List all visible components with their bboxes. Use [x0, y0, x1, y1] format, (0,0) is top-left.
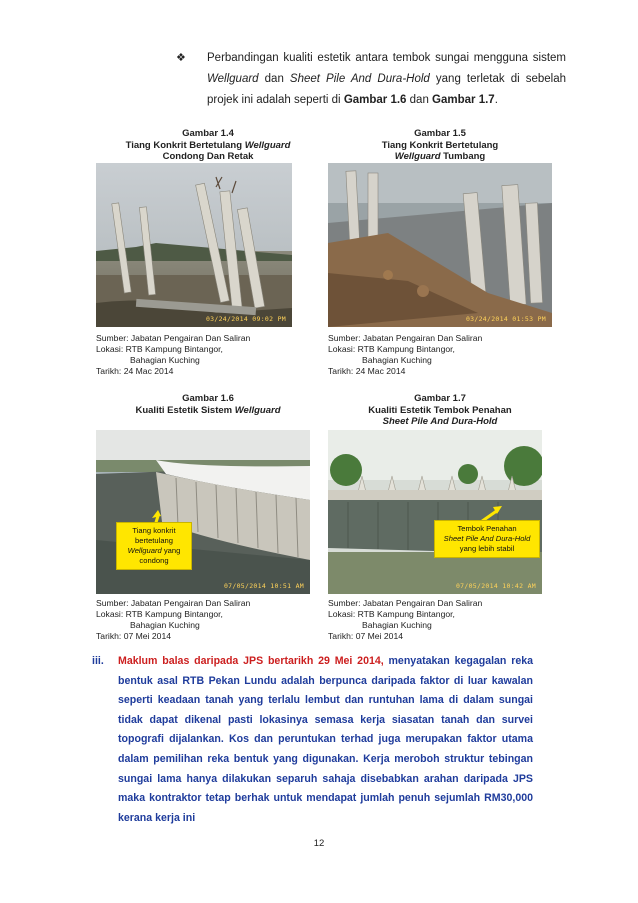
paragraph-blue-text: menyatakan kegagalan reka bentuk asal RTB Pekan Lundu adalah berpunca daripada faktor di luar kawalan seperti keadaan tanah yang terlalu lembut dan runtuhan lama di dalam sungai tidak dapat dikenal pasti lokasinya semasa kerja siasatan tanah dan survei topografi dijalankan. Kos dan peruntukan terhad juga merupakan faktor utama dalam pemilihan reka bentuk yang digunakan. Kerja meroboh struktur tebingan sungai lama hanya dilakukan separuh sahaja disebabkan arahan daripada JPS maka kontraktor tetap berhak untuk mendapat jumlah penuh sejumlah RM30,000 kerana kerja ini: [118, 655, 533, 824]
figure-1-4-caption: Gambar 1.4 Tiang Konkrit Bertetulang Wellguard Condong Dan Retak: [125, 128, 291, 162]
photo-timestamp: 07/05/2014 10:51 AM: [223, 582, 304, 590]
intro-text: Perbandingan kualiti estetik antara tembok sungai mengguna sistem Wellguard dan Sheet Pile And Dura-Hold yang terletak di sebelah projek ini adalah seperti di Gambar 1.6 dan Gambar 1.7.: [207, 52, 567, 106]
figure-1-7-caption: Gambar 1.7 Kualiti Estetik Tembok Penahan Sheet Pile And Dura-Hold: [368, 393, 512, 427]
page-number: 12: [313, 838, 325, 849]
photo-timestamp: 03/24/2014 09:02 PM: [205, 315, 286, 323]
diamond-bullet-icon: ❖: [176, 52, 186, 64]
paragraph-iii: [92, 652, 533, 828]
figure-1-5-source: Sumber: Jabatan Pengairan Dan Saliran Lokasi: RTB Kampung Bintangor, Bahagian Kuching Tarikh: 24 Mac 2014: [328, 333, 483, 376]
paragraph-number: iii.: [92, 655, 104, 667]
figure-1-6-source: Sumber: Jabatan Pengairan Dan Saliran Lokasi: RTB Kampung Bintangor, Bahagian Kuching Tarikh: 07 Mei 2014: [96, 598, 251, 641]
callout-wellguard: Tiang konkrit bertetulang Wellguard yang condong: [116, 522, 192, 570]
figure-1-4-source: Sumber: Jabatan Pengairan Dan Saliran Lokasi: RTB Kampung Bintangor, Bahagian Kuching Tarikh: 24 Mac 2014: [96, 333, 251, 376]
photo-timestamp: 07/05/2014 10:42 AM: [455, 582, 536, 590]
photo-1-6: [96, 430, 310, 594]
paragraph-red-text: Maklum balas daripada JPS bertarikh 29 Mei 2014,: [118, 655, 384, 667]
photo-timestamp: 03/24/2014 01:53 PM: [465, 315, 546, 323]
photo-1-5: [328, 163, 552, 327]
figure-1-6-caption: Gambar 1.6 Kualiti Estetik Sistem Wellguard: [135, 393, 281, 416]
intro-bullet: [176, 48, 566, 111]
photo-1-4: [96, 163, 292, 327]
figure-1-5-caption: Gambar 1.5 Tiang Konkrit Bertetulang Wellguard Tumbang: [381, 128, 499, 162]
callout-sheet-pile: Tembok Penahan Sheet Pile And Dura-Hold yang lebih stabil: [434, 520, 540, 558]
photo-1-7: [328, 430, 542, 594]
figure-1-7-source: Sumber: Jabatan Pengairan Dan Saliran Lokasi: RTB Kampung Bintangor, Bahagian Kuching Tarikh: 07 Mei 2014: [328, 598, 483, 641]
